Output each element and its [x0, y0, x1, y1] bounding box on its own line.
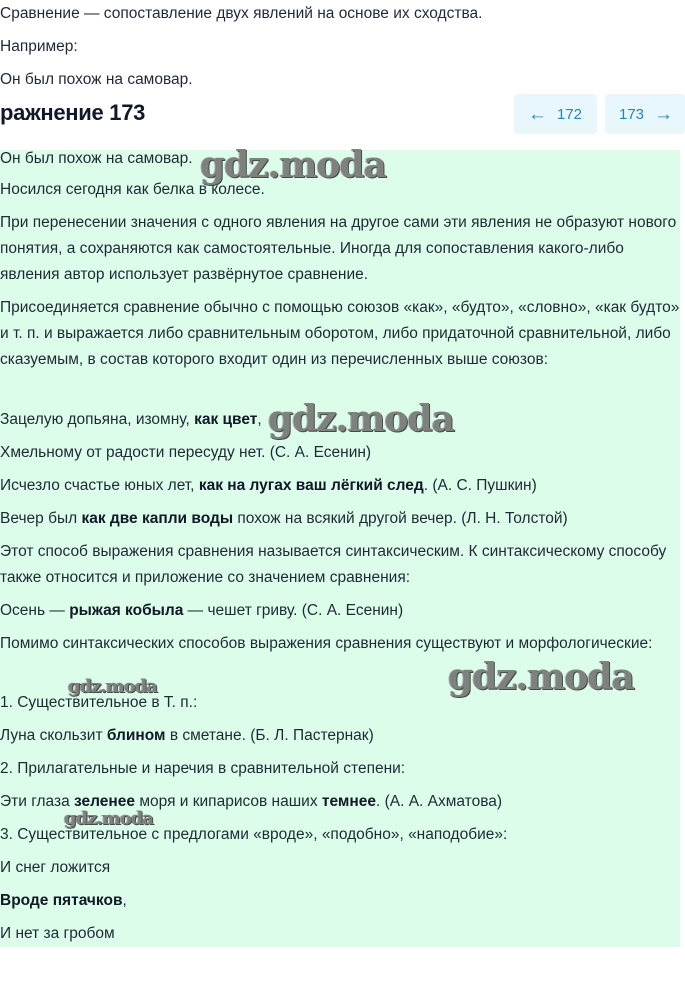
paragraph-text: , [257, 411, 262, 428]
paragraph-text: И нет за гробом [0, 925, 115, 942]
paragraph-text: похож на всякий другой вечер. (Л. Н. Толстой) [233, 510, 568, 527]
paragraph-text: И снег ложится [0, 859, 111, 876]
intro-example-label: Например: [0, 38, 78, 55]
emphasized-text: блином [106, 727, 166, 744]
paragraph-text: Осень — [0, 602, 70, 619]
watermark-logo: gdz.moda [268, 398, 454, 440]
paragraph-text: Этот способ выражения сравнения называется синтаксическим. К синтаксическому способу также относится и приложение со значением сравнения: [0, 543, 667, 586]
paragraph-text: 3. Существительное с предлогами «вроде», «подобно», «наподобие»: [0, 826, 508, 843]
answer-paragraph [0, 210, 680, 288]
paragraph-text: Луна скользит [0, 727, 107, 744]
prev-exercise-button[interactable] [514, 94, 597, 134]
answer-paragraph [0, 921, 680, 947]
emphasized-text: как на лугах ваш лёгкий след [198, 477, 424, 494]
answer-paragraph [0, 473, 680, 499]
paragraph-text: 1. Существительное в Т. п.: [0, 694, 198, 711]
paragraph-text: Исчезло счастье юных лет, [0, 477, 199, 494]
intro-definition: Сравнение — сопоставление двух явлений на основе их сходства. [0, 5, 483, 22]
watermark-logo: gdz.moda [68, 676, 157, 697]
watermark-logo: gdz.moda [64, 808, 153, 829]
paragraph-text: Носился сегодня как белка в колесе. [0, 181, 265, 198]
answer-paragraph [0, 598, 680, 624]
paragraph-text: . (А. С. Пушкин) [423, 477, 537, 494]
paragraph-text: Зацелую допьяна, изомну, [0, 411, 195, 428]
emphasized-text: темнее [321, 793, 376, 810]
prev-exercise-label: 172 [557, 105, 583, 123]
paragraph-text: — чешет гриву. (С. А. Есенин) [183, 602, 404, 619]
answer-paragraph [0, 631, 680, 657]
paragraph-text: . (А. А. Ахматова) [375, 793, 503, 810]
paragraph-text: в сметане. (Б. Л. Пастернак) [165, 727, 374, 744]
paragraph-text: Он был похож на самовар. [0, 150, 193, 167]
intro-clipped-line [0, 64, 300, 88]
paragraph-text: Вечер был [0, 510, 82, 527]
paragraph-text: Присоединяется сравнение обычно с помощью союзов «как», «будто», «словно», «как будто» и т. п. и выражается либо сравнительным оборотом, либо придаточной сравнительной, либо сказуемым, в состав которого входит один из перечисленных выше союзов: [0, 299, 680, 368]
watermark-logo: gdz.moda [200, 144, 386, 186]
emphasized-text: Вроде пятачков [0, 892, 123, 909]
watermark-logo: gdz.moda [448, 656, 634, 698]
answer-paragraph [0, 888, 680, 914]
answer-content [0, 144, 680, 947]
next-exercise-label: 173 [619, 105, 645, 123]
answer-paragraph [0, 295, 680, 373]
arrow-right-icon: → [654, 103, 674, 125]
answer-paragraph [0, 539, 680, 591]
paragraph-text: 2. Прилагательные и наречия в сравнительной степени: [0, 760, 406, 777]
answer-paragraph [0, 855, 680, 881]
arrow-left-icon: ← [528, 103, 547, 125]
paragraph-text: , [122, 892, 127, 909]
next-exercise-button[interactable] [605, 94, 685, 134]
paragraph-text: Хмельному от радости пересуду нет. (С. А. Есенин) [0, 444, 372, 461]
answer-paragraph [0, 440, 680, 466]
intro-clipped-text: Он был похож на самовар. [0, 71, 193, 88]
paragraph-text: При перенесении значения с одного явления на другое сами эти явления не образуют нового понятия, а сохраняются как самостоятельные. Иногда для сопоставления какого-либо явления автор использует развёрнутое сравнение. [0, 214, 677, 283]
emphasized-text: как две капли воды [81, 510, 234, 527]
emphasized-text: как цвет [194, 411, 258, 428]
paragraph-text: Помимо синтаксических способов выражения сравнения существуют и морфологические: [0, 635, 653, 652]
answer-paragraph [0, 756, 680, 782]
answer-paragraph [0, 723, 680, 749]
emphasized-text: зеленее [74, 793, 136, 810]
paragraph-text: моря и кипарисов наших [135, 793, 322, 810]
paragraph-text: Эти глаза [0, 793, 75, 810]
answer-paragraph [0, 506, 680, 532]
emphasized-text: рыжая кобыла [69, 602, 184, 619]
page-title: ражнение 173 [0, 100, 146, 125]
